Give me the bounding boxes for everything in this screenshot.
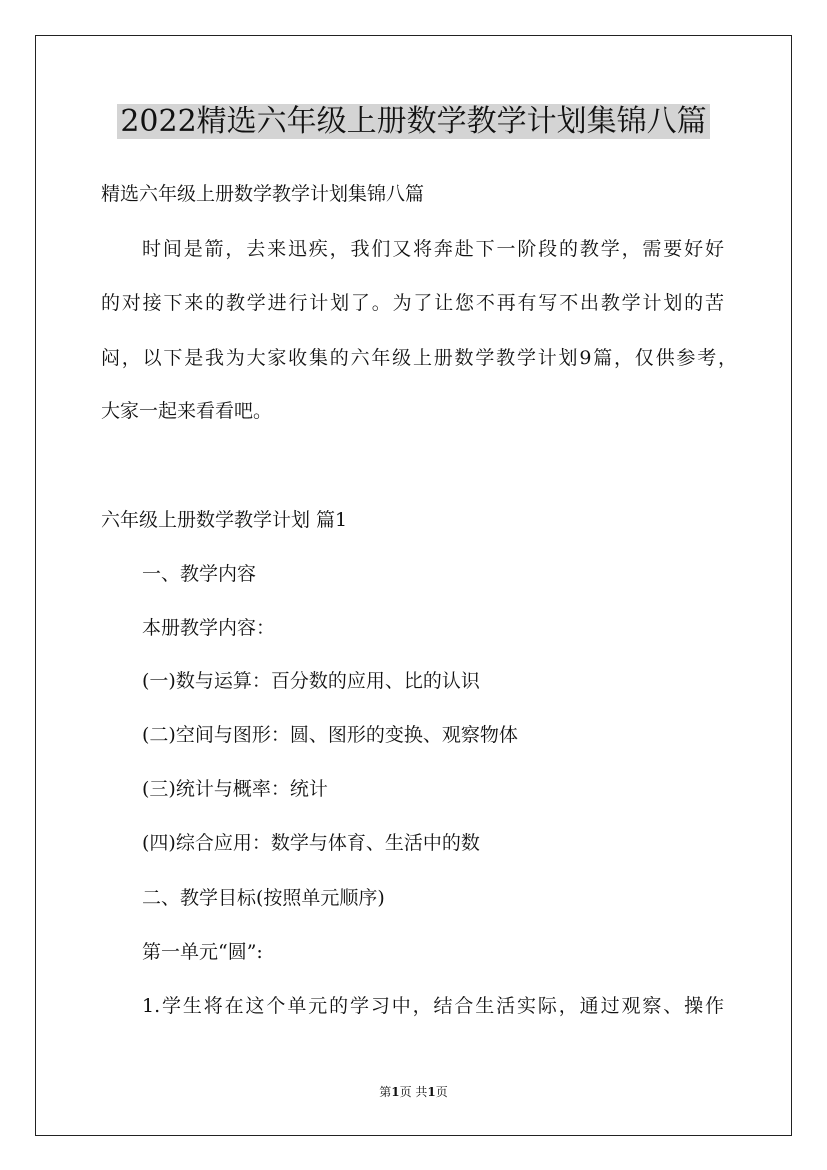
- section-heading: 六年级上册数学教学计划 篇1: [101, 509, 348, 531]
- content-label: 本册教学内容：: [142, 617, 276, 639]
- footer-page-number: 1: [391, 1085, 400, 1099]
- intro-line-2: 的对接下来的教学进行计划了。为了让您不再有写不出教学计划的苦: [101, 292, 724, 314]
- content-item-2: (二)空间与图形：圆、图形的变换、观察物体: [142, 724, 518, 746]
- content-item-3: (三)统计与概率：统计: [142, 778, 328, 800]
- document-subtitle: 精选六年级上册数学教学计划集锦八篇: [101, 183, 425, 205]
- document-title: [0, 100, 827, 144]
- intro-line-3: 闷，以下是我为大家收集的六年级上册数学教学计划9篇，仅供参考，: [101, 347, 737, 369]
- footer-mid: 页 共: [399, 1085, 428, 1099]
- page-footer: [0, 1084, 827, 1100]
- document-title-text: 2022精选六年级上册数学教学计划集锦八篇: [117, 104, 709, 139]
- footer-prefix: 第: [379, 1085, 392, 1099]
- unit-1-heading: 第一单元“圆”:: [142, 941, 263, 963]
- content-item-4: (四)综合应用：数学与体育、生活中的数: [142, 832, 480, 854]
- intro-line-4: 大家一起来看看吧。: [101, 400, 273, 422]
- part-2-heading: 二、教学目标(按照单元顺序): [142, 887, 385, 909]
- intro-line-1: 时间是箭，去来迅疾，我们又将奔赴下一阶段的教学，需要好好: [142, 238, 724, 260]
- point-1-text: 1.学生将在这个单元的学习中，结合生活实际，通过观察、操作: [142, 995, 724, 1017]
- footer-suffix: 页: [435, 1085, 448, 1099]
- content-item-1: (一)数与运算：百分数的应用、比的认识: [142, 670, 480, 692]
- footer-page-total: 1: [427, 1085, 436, 1099]
- part-1-heading: 一、教学内容: [142, 563, 257, 585]
